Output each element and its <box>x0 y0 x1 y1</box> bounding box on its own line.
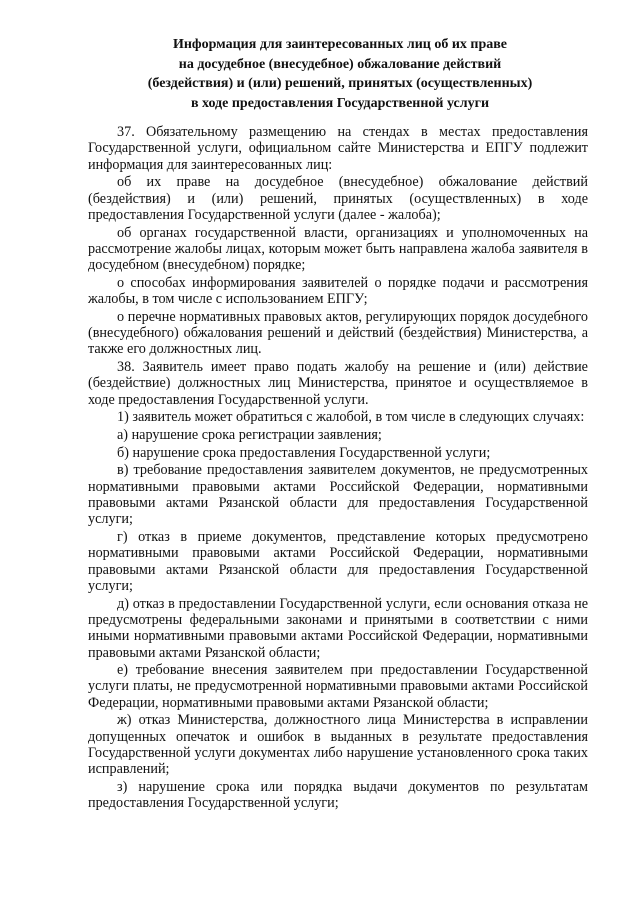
paragraph-38: 38. Заявитель имеет право подать жалобу на решение и (или) действие (бездействие) должностных лиц Министерства, принятое и осуществляемое в ходе предоставления Государственной услуги. <box>88 359 588 408</box>
document-body <box>88 124 588 813</box>
paragraph-item: о перечне нормативных правовых актов, регулирующих порядок досудебного (внесудебного) обжалования решений и действий (бездействия) Министерства, а также его должностных лиц. <box>88 308 588 358</box>
paragraph-item: об их праве на досудебное (внесудебное) обжалование действий (бездействия) и (или) решений, принятых (осуществленных) в ходе предоставления Государственной услуги (далее - жалоба); <box>88 174 588 223</box>
list-item-v: в) требование предоставления заявителем документов, не предусмотренных нормативными правовыми актами Российской Федерации, нормативными правовыми актами Рязанской области для предоставления Государственной услуги; <box>88 462 588 528</box>
title-line: Информация для заинтересованных лиц об их праве <box>172 37 508 52</box>
list-item-a: а) нарушение срока регистрации заявления; <box>117 427 382 444</box>
paragraph-item: 1) заявитель может обратиться с жалобой, в том числе в следующих случаях: <box>117 409 585 426</box>
list-item-e: е) требование внесения заявителем при предоставлении Государственной услуги платы, не предусмотренной нормативными правовыми актами Российской Федерации, нормативными правовыми актами Рязанской области; <box>88 662 588 711</box>
paragraph-item: о способах информирования заявителей о порядке подачи и рассмотрения жалобы, в том числе с использованием ЕПГУ; <box>88 274 588 308</box>
title-line: в ходе предоставления Государственной услуги <box>190 95 490 111</box>
list-item-z: з) нарушение срока или порядка выдачи документов по результатам предоставления Государственной услуги; <box>88 779 588 812</box>
list-item-b: б) нарушение срока предоставления Государственной услуги; <box>117 444 491 461</box>
paragraph-37: 37. Обязательному размещению на стендах в местах предоставления Государственной услуги, официальном сайте Министерства и ЕПГУ подлежит информация для заинтересованных лиц: <box>88 124 588 173</box>
list-item-d: д) отказ в предоставлении Государственной услуги, если основания отказа не предусмотрены федеральными законами и принятыми в соответствии с ними иными нормативными правовыми актами Российской Федерации, нормативными правовыми актами Рязанской области; <box>88 595 588 661</box>
list-item-g: г) отказ в приеме документов, представление которых предусмотрено нормативными правовыми актами Российской Федерации, нормативными правовыми актами Рязанской области для предоставления Государственной услуги; <box>88 529 588 594</box>
document-title <box>120 35 560 113</box>
paragraph-item: об органах государственной власти, организациях и уполномоченных на рассмотрение жалобы лицах, которым может быть направлена жалоба заявителя в досудебном (внесудебном) порядке; <box>88 224 588 274</box>
list-item-zh: ж) отказ Министерства, должностного лица Министерства в исправлении допущенных опечаток и ошибок в выданных в результате предоставления Государственной услуги документах либо нарушение установленного срока таких исправлений; <box>88 712 588 778</box>
title-line: на досудебное (внесудебное) обжалование действий <box>178 56 502 72</box>
title-line: (бездействия) и (или) решений, принятых (осуществленных) <box>147 76 533 91</box>
